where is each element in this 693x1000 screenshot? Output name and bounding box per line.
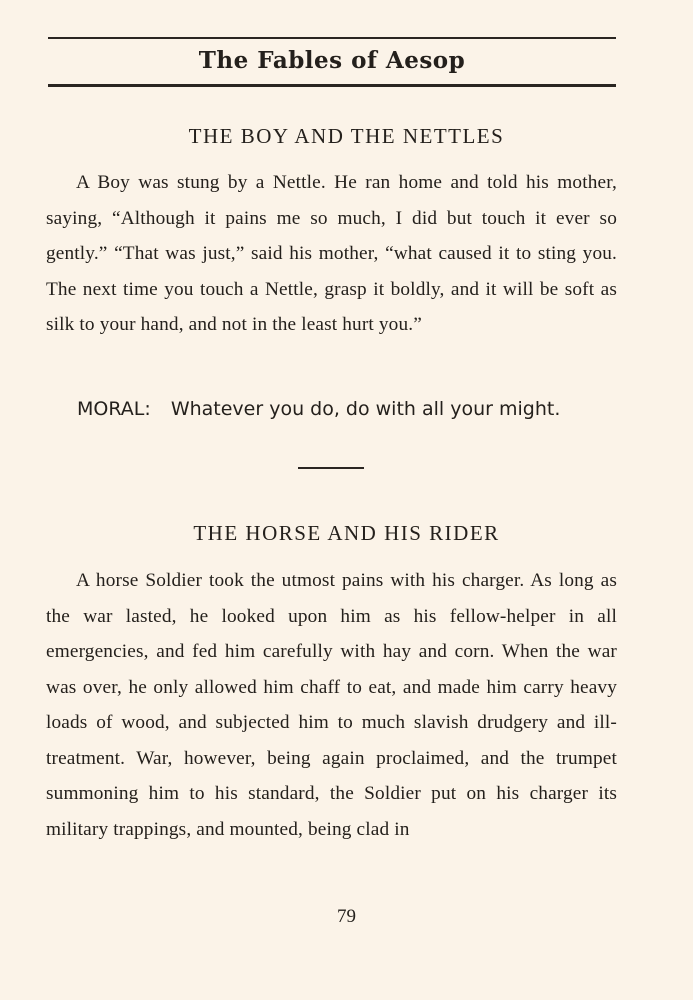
moral-text: Whatever you do, do with all your might. [170, 398, 561, 420]
fable-title: THE BOY AND THE NETTLES [188, 124, 505, 148]
fable-text: A Boy was stung by a Nettle. He ran home and told his mother, saying, “Although it pains me so much, I did but touch it ever so gently.” “That was just,” said his mother, “what caused it to sting you. The next time you touch a Nettle, grasp it boldly, and it will be soft as silk to your hand, and not in the least hurt you.” [46, 172, 617, 335]
header-rule-bottom [48, 84, 616, 87]
section-divider [298, 467, 364, 469]
fable-title: THE HORSE AND HIS RIDER [193, 521, 500, 545]
moral [77, 398, 560, 420]
header-rule-top [48, 37, 616, 39]
moral-label: MORAL: [77, 398, 151, 420]
fable-text: A horse Soldier took the utmost pains with his charger. As long as the war lasted, he looked upon him as his fellow-helper in all emergencies, and fed him carefully with hay and corn. When the war was over, he only allowed him chaff to eat, and made him carry heavy loads of wood, and subjected him to much slavish drudgery and ill-treatment. War, however, being again proclaimed, and the trumpet summoning him to his standard, the Soldier put on his charger its military trappings, and mounted, being clad in [46, 570, 617, 840]
running-head: The Fables of Aesop [198, 47, 466, 74]
page-number: 79 [337, 906, 356, 927]
